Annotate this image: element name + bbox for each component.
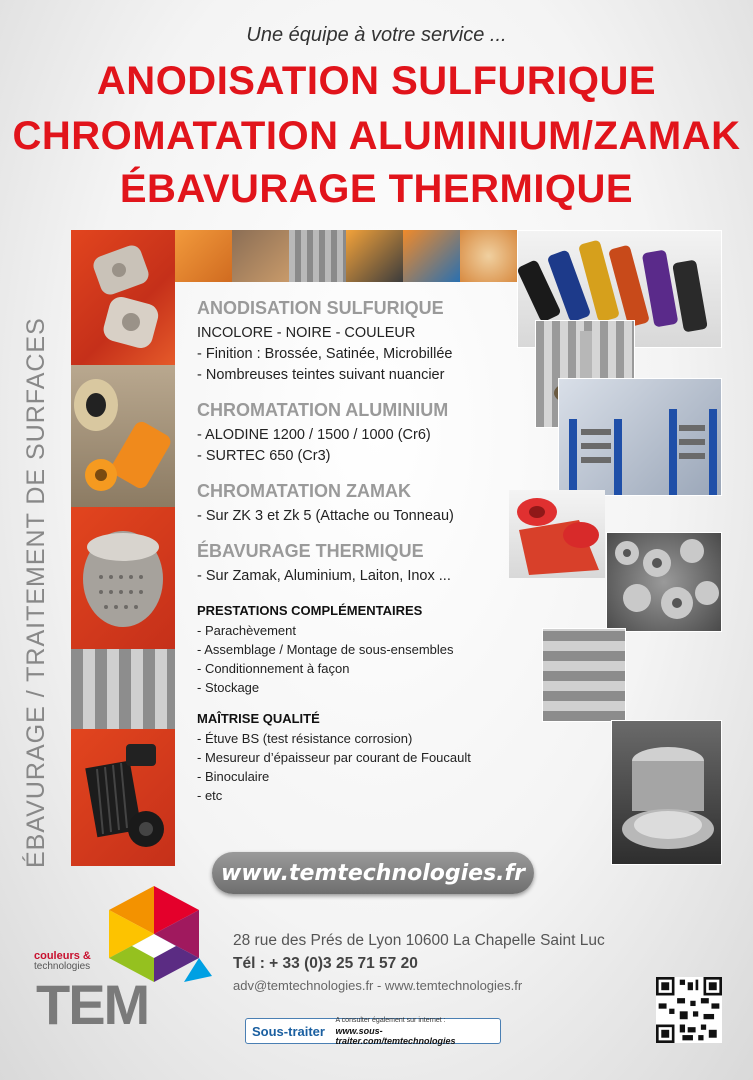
- section-ebavurage: [197, 541, 537, 587]
- logo-tagline-2: technologies: [34, 961, 91, 972]
- photo-top-2: [232, 230, 289, 282]
- section-title: CHROMATATION ZAMAK: [197, 481, 411, 501]
- headline-ebavurage: ÉBAVURAGE THERMIQUE: [119, 167, 634, 211]
- headline-chromatation: CHROMATATION ALUMINIUM/ZAMAK: [12, 114, 741, 158]
- section-line: - Mesureur d’épaisseur par courant de Foucault: [197, 750, 471, 765]
- section-line: - Étuve BS (test résistance corrosion): [197, 731, 413, 746]
- sous-traiter-note: A consulter également sur internet :: [335, 1017, 446, 1024]
- address: 28 rue des Prés de Lyon 10600 La Chapelle Saint Luc: [233, 932, 605, 949]
- section-line: - etc: [197, 788, 223, 803]
- side-vertical-text: ÉBAVURAGE / TRAITEMENT DE SURFACES: [22, 317, 50, 868]
- sous-traiter-logo: Sous-traiter: [252, 1023, 325, 1039]
- qr-code-icon: [656, 977, 722, 1043]
- section-line: - Stockage: [197, 680, 260, 695]
- top-photo-strip: [175, 230, 517, 282]
- services-content: [197, 298, 537, 805]
- section-title: PRESTATIONS COMPLÉMENTAIRES: [197, 603, 423, 618]
- photo-top-1: [175, 230, 232, 282]
- photo-zamak-parts: [606, 532, 722, 632]
- section-line: - Assemblage / Montage de sous-ensembles: [197, 642, 454, 657]
- section-line: - SURTEC 650 (Cr3): [197, 448, 331, 464]
- photo-top-3: [289, 230, 346, 282]
- section-chromatation-zamak: [197, 481, 537, 527]
- section-line: - Sur ZK 3 et Zk 5 (Attache ou Tonneau): [197, 508, 454, 524]
- photo-top-5: [403, 230, 460, 282]
- section-prestations: [197, 603, 537, 697]
- sous-traiter-url[interactable]: www.sous-traiter.com/temtechnologies: [335, 1026, 456, 1046]
- logo-tagline-1: couleurs &: [34, 950, 91, 962]
- photo-racks: [542, 628, 626, 722]
- section-line: - Conditionnement à façon: [197, 661, 350, 676]
- section-line: - Parachèvement: [197, 623, 296, 638]
- section-line: - Binoculaire: [197, 769, 270, 784]
- photo-heatsink: [71, 729, 175, 866]
- section-line: - Finition : Brossée, Satinée, Microbillée: [197, 346, 453, 362]
- photo-production-line: [558, 378, 722, 496]
- section-anodisation: [197, 298, 537, 386]
- section-title: CHROMATATION ALUMINIUM: [197, 400, 449, 420]
- tem-logo: [34, 884, 224, 1036]
- email-and-website[interactable]: adv@temtechnologies.fr - www.temtechnologies.fr: [233, 978, 523, 993]
- section-title: ÉBAVURAGE THERMIQUE: [197, 541, 424, 561]
- photo-basket: [71, 507, 175, 649]
- section-qualite: [197, 711, 537, 805]
- photo-top-4: [346, 230, 403, 282]
- section-title: MAÎTRISE QUALITÉ: [197, 711, 320, 726]
- photo-metal-rack: [71, 649, 175, 729]
- photo-top-6: [460, 230, 517, 282]
- section-title: ANODISATION SULFURIQUE: [197, 298, 444, 318]
- website-link[interactable]: www.temtechnologies.fr: [212, 852, 534, 894]
- logo-name: TEM: [36, 973, 149, 1036]
- tagline: Une équipe à votre service ...: [246, 24, 507, 46]
- section-line: - ALODINE 1200 / 1500 / 1000 (Cr6): [197, 427, 431, 443]
- section-line: INCOLORE - NOIRE - COULEUR: [197, 325, 416, 341]
- photo-anodised-tubes: [71, 365, 175, 507]
- photo-perforated-basket: [611, 720, 722, 865]
- headline-anodisation: ANODISATION SULFURIQUE: [96, 59, 657, 103]
- section-line: - Nombreuses teintes suivant nuancier: [197, 367, 445, 383]
- sous-traiter-badge[interactable]: [245, 1018, 501, 1044]
- left-photo-strip: [71, 230, 175, 866]
- section-line: - Sur Zamak, Aluminium, Laiton, Inox ...: [197, 568, 451, 584]
- phone: Tél : + 33 (0)3 25 71 57 20: [233, 955, 418, 972]
- photo-aluminium-parts: [71, 230, 175, 365]
- section-chromatation-alu: [197, 400, 537, 467]
